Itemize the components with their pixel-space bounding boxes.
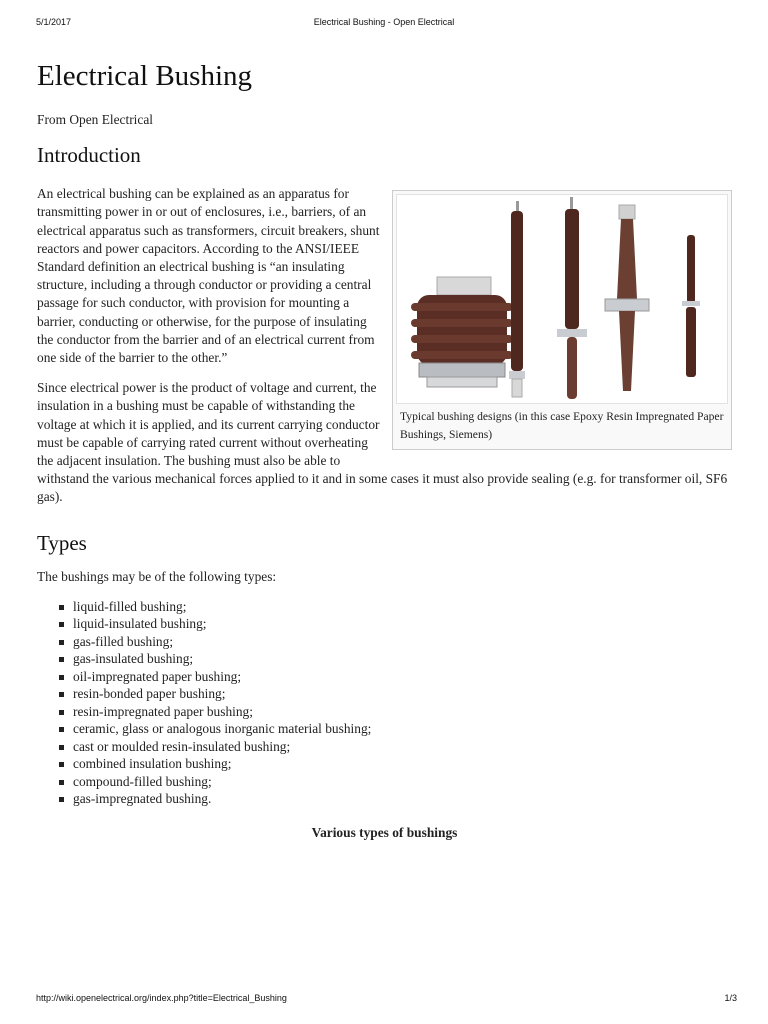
print-footer: [36, 993, 737, 1007]
list-item: gas-insulated bushing;: [57, 650, 732, 668]
print-page-title: Electrical Bushing - Open Electrical: [313, 17, 455, 27]
list-item: cast or moulded resin-insulated bushing;: [57, 738, 732, 756]
bushing-types-list: [57, 598, 732, 808]
list-item: resin-bonded paper bushing;: [57, 685, 732, 703]
intro-paragraph-2: Since electrical power is the product of voltage and current, the insulation in a bushing must be capable of withstanding the voltage at which it is applied, and its current carrying conductor must be capable of carrying rated current without overheating the adjacent insulation. The bushing must also be able to withstand the various mechanical forces applied to it and in some cases it must also provide sealing (e.g. for transformer oil, SF6 gas).: [37, 380, 728, 505]
large-bushing-drawing: [411, 277, 513, 387]
from-line: From Open Electrical: [37, 112, 154, 127]
list-item: gas-filled bushing;: [57, 633, 732, 651]
list-item: liquid-insulated bushing;: [57, 615, 732, 633]
types-intro: The bushings may be of the following types:: [37, 568, 277, 584]
introduction-heading: Introduction: [37, 143, 141, 168]
bushing-image[interactable]: [396, 194, 728, 404]
bushing-figure: [392, 190, 732, 450]
print-url: http://wiki.openelectrical.org/index.php?title=Electrical_Bushing: [36, 993, 287, 1003]
list-item: combined insulation bushing;: [57, 755, 732, 773]
print-date: 5/1/2017: [36, 17, 72, 27]
small-bushing-drawing: [682, 235, 700, 377]
page-title: Electrical Bushing: [37, 60, 253, 92]
print-header: [36, 17, 732, 31]
intro-paragraph-1: An electrical bushing can be explained as an apparatus for transmitting power in or out of enclosures, i.e., barriers, of an electrical apparatus such as transformers, circuit breakers, shunt reactors and power capacitors. According to the ANSI/IEEE Standard definition an electrical bushing is “an insulating structure, including a through conductor or providing a central passage for such conductor, with provision for mounting a barrier, conducting or otherwise, for the purpose of insulating the conductor from the barrier and of an electrical current from one side of the barrier to the other.”: [37, 186, 380, 366]
list-item: ceramic, glass or analogous inorganic material bushing;: [57, 720, 732, 738]
tall-bushing-1-drawing: [509, 201, 525, 397]
list-item: compound-filled bushing;: [57, 773, 732, 791]
list-item: resin-impregnated paper bushing;: [57, 703, 732, 721]
list-item: liquid-filled bushing;: [57, 598, 732, 616]
list-item: oil-impregnated paper bushing;: [57, 668, 732, 686]
article-content: [37, 58, 732, 842]
bushing-illustration: [397, 195, 727, 403]
table-caption: Various types of bushings: [311, 824, 458, 840]
figure-caption: Typical bushing designs (in this case Epoxy Resin Impregnated Paper Bushings, Siemens): [400, 410, 724, 442]
tapered-bushing-drawing: [605, 205, 649, 391]
types-heading: Types: [37, 530, 87, 555]
tall-bushing-2-drawing: [557, 197, 587, 399]
page-number: 1/3: [724, 993, 737, 1003]
list-item: gas-impregnated bushing.: [57, 790, 732, 808]
